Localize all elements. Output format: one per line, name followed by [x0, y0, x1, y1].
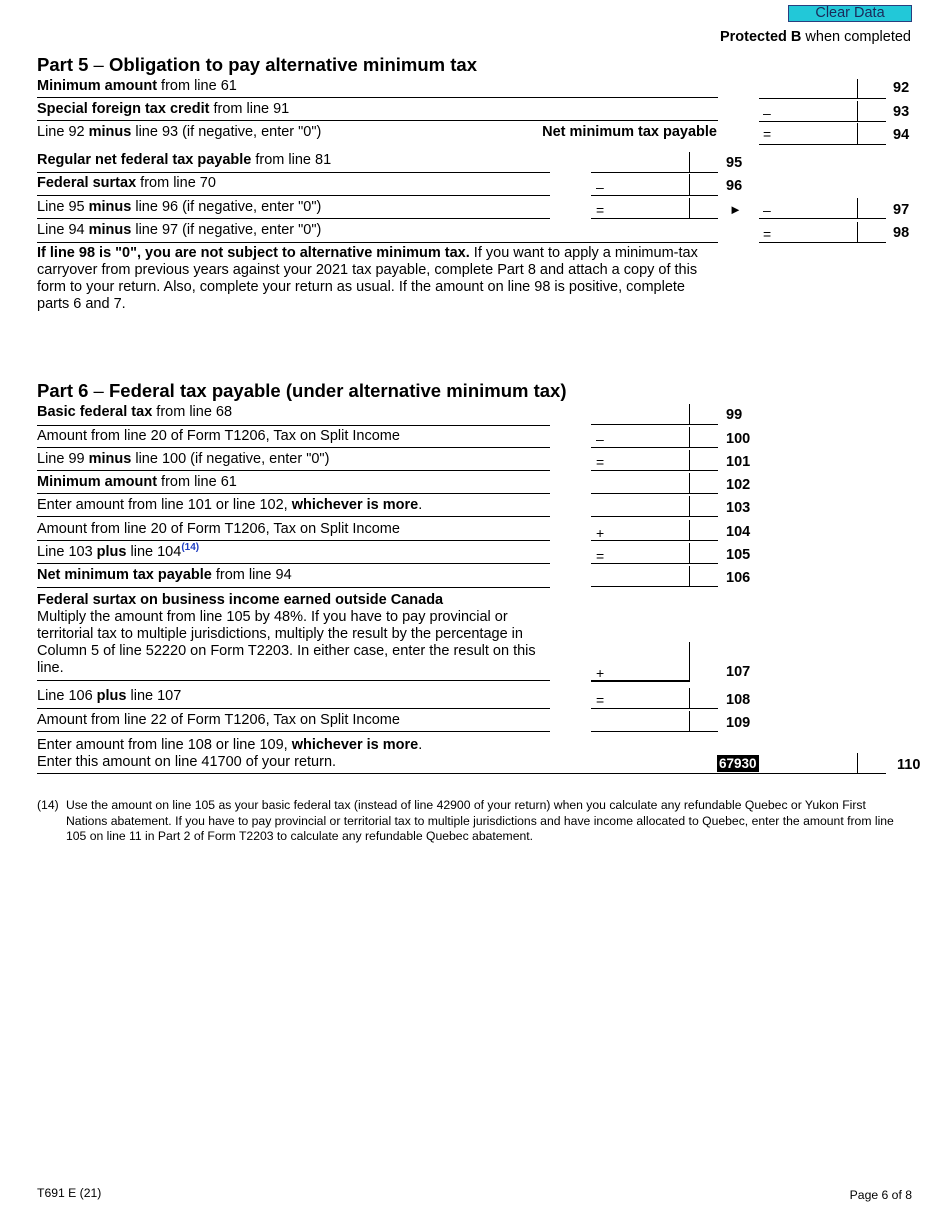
line-101-input[interactable]	[591, 450, 718, 472]
line-97-left-input[interactable]	[591, 198, 718, 220]
line-104-number: 104	[726, 524, 751, 540]
line-100-number: 100	[726, 431, 751, 447]
part6-row-106-label: Net minimum tax payable from line 94	[37, 567, 292, 583]
line-109-number: 109	[726, 715, 751, 731]
line-98-operator: =	[763, 226, 772, 242]
line-100-input[interactable]	[591, 427, 718, 449]
line-105-number: 105	[726, 547, 751, 563]
line-101-operator: =	[596, 454, 605, 470]
part5-row-93-label: Special foreign tax credit from line 91	[37, 101, 290, 117]
line-110-input[interactable]	[759, 752, 886, 774]
footnote-14-text: Use the amount on line 105 as your basic federal tax (instead of line 42900 of your return) when you calculate any refundable Quebec or Yukon First Nations abatement. If you have to pay provincial or territorial tax to multiple jurisdictions and have income allocated to Quebec, enter the amount from line 105 on line 11 in Part 2 of Form T2203 to calculate any refundable Quebec abatement.	[66, 798, 894, 843]
form-code: T691 E (21)	[37, 1186, 102, 1200]
page-number: Page 6 of 8	[849, 1188, 912, 1202]
part6-row-101-label: Line 99 minus line 100 (if negative, enter "0")	[37, 451, 330, 467]
part6-row-104-label: Amount from line 20 of Form T1206, Tax on Split Income	[37, 521, 400, 537]
line-93-number: 93	[893, 104, 910, 120]
line-109-input[interactable]	[591, 711, 718, 733]
protected-b-rest: when completed	[801, 29, 911, 45]
surtax-title: Federal surtax on business income earned outside Canada	[37, 592, 444, 608]
line-103-input[interactable]	[591, 496, 718, 518]
part5-row-92-label: Minimum amount from line 61	[37, 78, 237, 94]
line-93-input[interactable]	[759, 101, 886, 123]
line-108-operator: =	[596, 692, 605, 708]
line-103-number: 103	[726, 500, 751, 516]
line-104-input[interactable]	[591, 520, 718, 542]
line-107-operator: +	[596, 665, 605, 681]
part6-title: Part 6 – Federal tax payable (under alternative minimum tax)	[37, 380, 567, 401]
line-98-input[interactable]	[759, 222, 886, 244]
line-92-number: 92	[893, 80, 910, 96]
line-97-left-operator: =	[596, 202, 605, 218]
line-95-number: 95	[726, 155, 743, 171]
line-104-operator: +	[596, 525, 605, 541]
line-96-operator: –	[596, 179, 604, 195]
line-98-number: 98	[893, 225, 910, 241]
protected-b-bold: Protected B	[719, 29, 802, 45]
line-108-input[interactable]	[591, 688, 718, 710]
line-94-operator: =	[763, 126, 772, 142]
line-107-input[interactable]	[591, 642, 718, 680]
line-108-number: 108	[726, 692, 751, 708]
part6-row-103-label: Enter amount from line 101 or line 102, whichever is more.	[37, 497, 423, 513]
line-94-number: 94	[893, 127, 910, 143]
line-101-number: 101	[726, 454, 751, 470]
arrow-right-icon: ►	[729, 202, 742, 217]
line-102-input[interactable]	[591, 473, 718, 495]
part5-row-96-label: Federal surtax from line 70	[37, 175, 216, 191]
part5-row-95-label: Regular net federal tax payable from line 81	[37, 152, 332, 168]
part6-row-110-instruction: Enter this amount on line 41700 of your return.	[37, 754, 337, 770]
footnote-14-link[interactable]: (14)	[181, 542, 200, 554]
line-97-right-operator: –	[763, 202, 771, 218]
footnote-14-number: (14)	[37, 798, 59, 812]
part6-row-108-label: Line 106 plus line 107	[37, 688, 182, 704]
line-93-operator: –	[763, 105, 771, 121]
line-95-input[interactable]	[591, 152, 718, 174]
part5-row-98-label: Line 94 minus line 97 (if negative, enter "0")	[37, 222, 322, 238]
part6-row-110-label: Enter amount from line 108 or line 109, whichever is more.	[37, 737, 423, 753]
line-110-code-badge: 67930	[719, 756, 757, 771]
line-96-input[interactable]	[591, 174, 718, 196]
part6-row-105-label: Line 103 plus line 104$^{(14)}$	[37, 542, 200, 560]
part6-row-100-label: Amount from line 20 of Form T1206, Tax on Split Income	[37, 428, 400, 444]
line-106-input[interactable]	[591, 566, 718, 588]
part6-row-102-label: Minimum amount from line 61	[37, 474, 237, 490]
line-97-number: 97	[893, 202, 910, 218]
part5-row-94-label: Line 92 minus line 93 (if negative, enter "0")	[37, 124, 322, 140]
net-minimum-tax-payable-label: Net minimum tax payable	[542, 124, 717, 140]
line-99-input[interactable]	[591, 404, 718, 426]
line-105-operator: =	[596, 548, 605, 564]
part6-row-109-label: Amount from line 22 of Form T1206, Tax on Split Income	[37, 712, 400, 728]
line-100-operator: –	[596, 431, 604, 447]
line-102-number: 102	[726, 477, 751, 493]
line-106-number: 106	[726, 570, 751, 586]
part5-title: Part 5 – Obligation to pay alternative minimum tax	[37, 54, 478, 75]
part5-row-97-label: Line 95 minus line 96 (if negative, enter "0")	[37, 199, 322, 215]
line-110-number: 110	[897, 757, 921, 773]
line-97-input[interactable]	[759, 198, 886, 220]
line-99-number: 99	[726, 407, 743, 423]
line-105-input[interactable]	[591, 543, 718, 565]
protected-b-label	[720, 29, 911, 46]
part6-row-99-label: Basic federal tax from line 68	[37, 404, 233, 420]
line-96-number: 96	[726, 178, 743, 194]
surtax-text: Multiply the amount from line 105 by 48%. If you have to pay provincial or territorial tax to multiple jurisdictions, multiply the result by the percentage in Column 5 of line 52220 on Form T2203. In either case, enter the result on this line.	[37, 609, 536, 676]
line-107-number: 107	[726, 664, 751, 680]
part5-note: If line 98 is "0", you are not subject to alternative minimum tax. If you want to apply a minimum-tax carryover from previous years against your 2021 tax payable, complete Part 8 and attach a copy of this form to your return. Also, complete your return as usual. If the amount on line 98 is positive, complete parts 6 and 7.	[37, 245, 698, 312]
line-94-input[interactable]	[759, 123, 886, 145]
clear-data-button[interactable]: Clear Data	[788, 5, 912, 22]
